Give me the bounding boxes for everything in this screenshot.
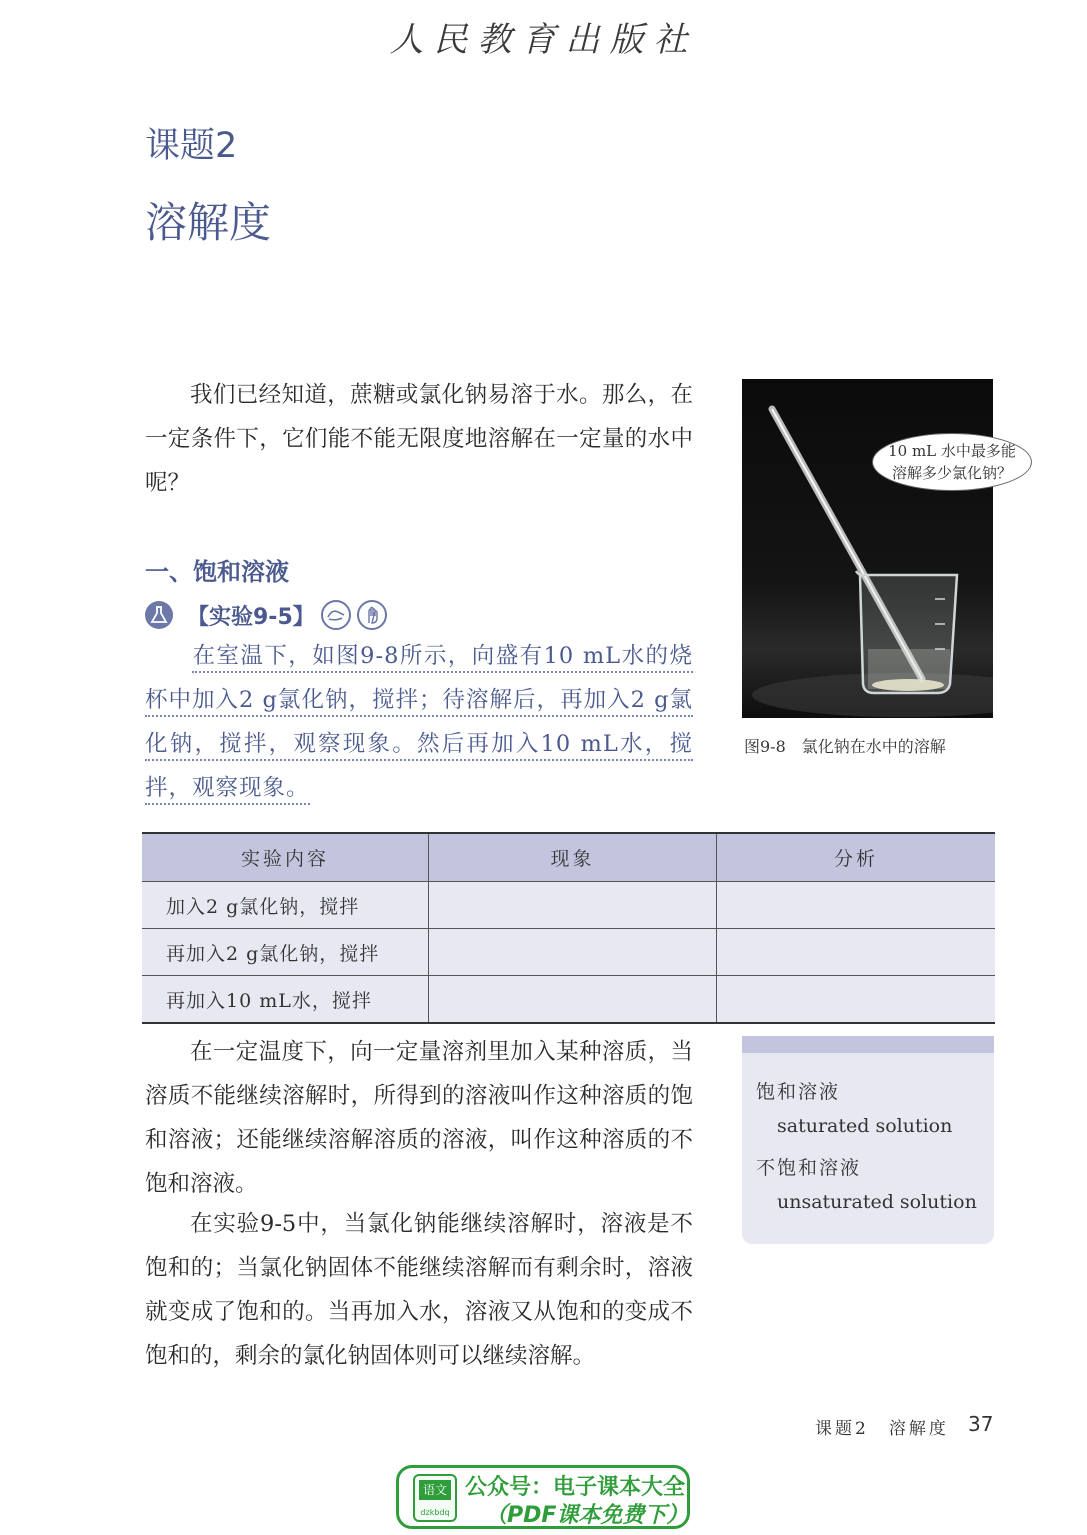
table-cell bbox=[429, 929, 717, 976]
table-cell: 再加入2 g氯化钠，搅拌 bbox=[142, 929, 429, 976]
figure-caption: 图9-8 氯化钠在水中的溶解 bbox=[744, 737, 946, 756]
flask-icon bbox=[145, 601, 173, 629]
experiment-table bbox=[142, 832, 995, 1024]
hand-wash-icon bbox=[321, 600, 351, 630]
page-title: 溶解度 bbox=[145, 198, 272, 247]
table-row bbox=[142, 882, 995, 929]
book-icon-sub: dzkbdq bbox=[420, 1508, 450, 1517]
book-icon bbox=[413, 1474, 457, 1522]
promo-line-2: （PDF课本免费下） bbox=[485, 1503, 689, 1528]
table-header: 实验内容 bbox=[142, 833, 429, 882]
table-header-row bbox=[142, 833, 995, 882]
publisher-logo: 人民教育出版社 bbox=[389, 20, 698, 60]
definition-paragraph: 在一定温度下，向一定量溶剂里加入某种溶质，当溶质不能继续溶解时，所得到的溶液叫作这种溶质的饱和溶液；还能继续溶解溶质的溶液，叫作这种溶质的不饱和溶液。 bbox=[145, 1039, 693, 1197]
glossary-term-en: saturated solution bbox=[777, 1115, 953, 1137]
book-icon-label: 语文 bbox=[419, 1480, 451, 1500]
table-row bbox=[142, 976, 995, 1024]
page-number: 37 bbox=[968, 1412, 994, 1436]
lesson-label: 课题2 bbox=[145, 126, 238, 166]
glossary-bar bbox=[742, 1036, 994, 1053]
glossary-term-cn: 不饱和溶液 bbox=[756, 1157, 862, 1179]
hand-caution-icon bbox=[357, 600, 387, 630]
table-header: 分析 bbox=[717, 833, 996, 882]
explanation-paragraph: 在实验9-5中，当氯化钠能继续溶解时，溶液是不饱和的；当氯化钠固体不能继续溶解而有剩余时，溶液就变成了饱和的。当再加入水，溶液又从饱和的变成不饱和的，剩余的氯化钠固体则可以继续溶解。 bbox=[145, 1211, 693, 1369]
intro-paragraph: 我们已经知道，蔗糖或氯化钠易溶于水。那么，在一定条件下，它们能不能无限度地溶解在一定量的水中呢？ bbox=[145, 382, 693, 496]
glossary-term-cn: 饱和溶液 bbox=[756, 1081, 841, 1103]
experiment-text bbox=[145, 634, 693, 810]
running-title: 课题2 溶解度 bbox=[815, 1419, 949, 1439]
table-cell bbox=[717, 976, 996, 1024]
beaker-photo bbox=[742, 379, 993, 718]
table-cell bbox=[717, 882, 996, 929]
bubble-line-1: 10 mL 水中最多能 bbox=[888, 442, 1016, 460]
table-cell: 加入2 g氯化钠，搅拌 bbox=[142, 882, 429, 929]
section-heading: 一、饱和溶液 bbox=[145, 558, 289, 586]
table-cell bbox=[429, 976, 717, 1024]
glossary-term-en: unsaturated solution bbox=[777, 1191, 977, 1213]
table-cell bbox=[429, 882, 717, 929]
table-cell bbox=[717, 929, 996, 976]
table-header: 现象 bbox=[429, 833, 717, 882]
table-cell: 再加入10 mL水，搅拌 bbox=[142, 976, 429, 1024]
experiment-text-content: 在室温下，如图9-8所示，向盛有10 mL水的烧杯中加入2 g氯化钠，搅拌；待溶解后，再加入2 g氯化钠，搅拌，观察现象。然后再加入10 mL水，搅拌，观察现象。 bbox=[145, 643, 693, 805]
promo-banner[interactable] bbox=[396, 1465, 690, 1529]
thought-bubble bbox=[872, 433, 1032, 491]
bubble-line-2: 溶解多少氯化钠？ bbox=[891, 464, 1012, 482]
experiment-label: 【实验9-5】 bbox=[187, 604, 315, 630]
beaker-illustration bbox=[742, 379, 993, 718]
promo-line-1: 公众号：电子课本大全 bbox=[465, 1475, 686, 1500]
glossary-box bbox=[742, 1036, 994, 1244]
experiment-header bbox=[145, 598, 387, 632]
table-row bbox=[142, 929, 995, 976]
